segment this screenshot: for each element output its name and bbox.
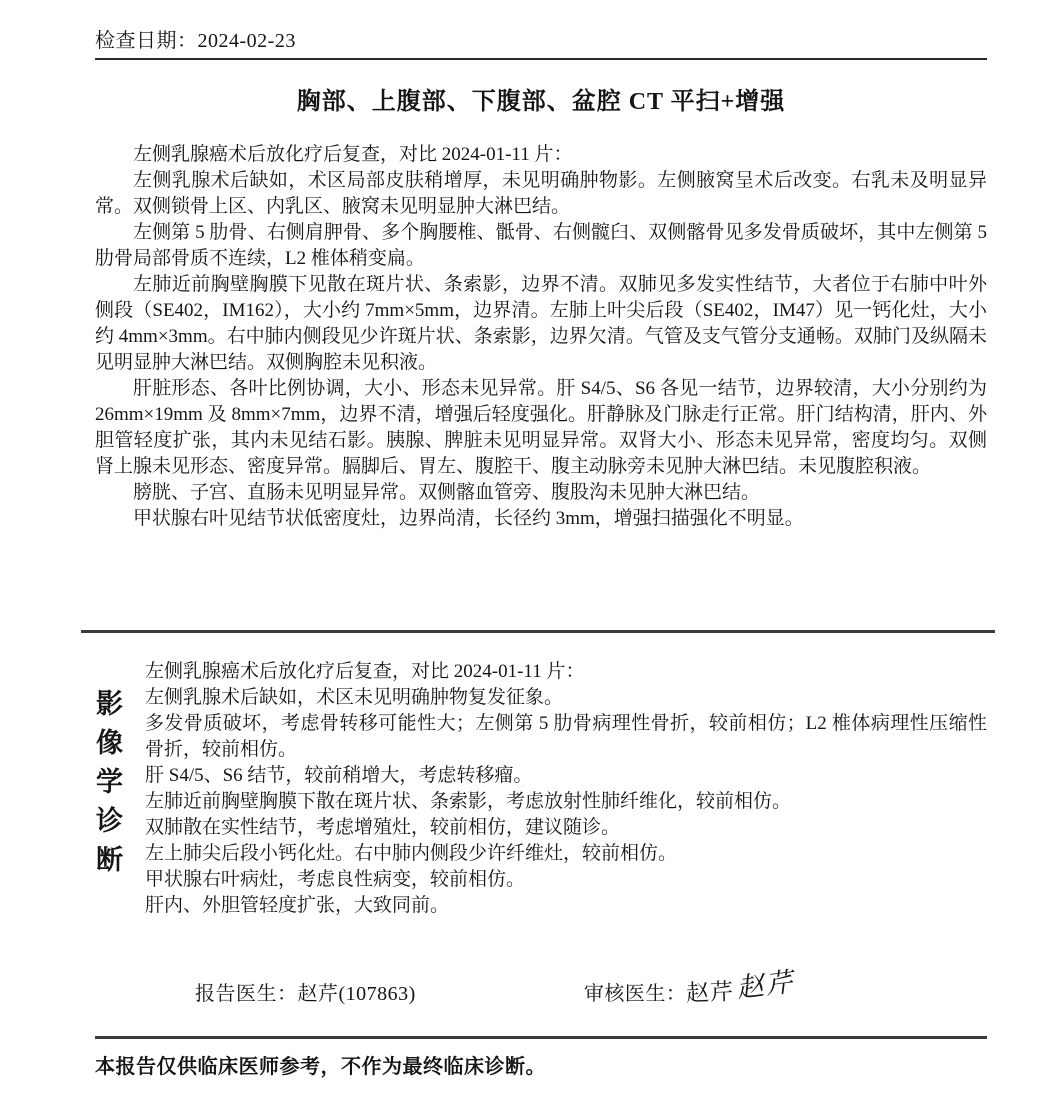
findings-paragraph: 左肺近前胸壁胸膜下见散在斑片状、条索影，边界不清。双肺见多发实性结节，大者位于右肺中叶外侧段（SE402，IM162），大小约 7mm×5mm，边界清。左肺上叶尖后段（SE402，IM47）见一钙化灶，大小约 4mm×3mm。右中肺内侧段见少许斑片状、条索影，边界欠清。气管及支气管分支通畅。双肺门及纵隔未见明显肿大淋巴结。双侧胸腔未见积液。 [95,274,987,373]
review-doctor-label: 审核医生： [583,983,687,1005]
findings-paragraph: 左侧乳腺癌术后放化疗后复查，对比 2024-01-11 片： [133,144,573,165]
diagnosis-vertical-label: 影像学诊断 [92,689,122,884]
diagnosis-section [92,659,987,921]
exam-date: 检查日期：2024-02-23 [95,30,296,52]
report-doctor [195,977,416,1006]
diagnosis-body [145,659,987,919]
review-doctor [583,966,797,1008]
diagnosis-items [145,711,987,919]
findings-paragraph: 肝脏形态、各叶比例协调，大小、形态未见异常。肝 S4/5、S6 各见一结节，边界较清，大小分别约为 26mm×19mm 及 8mm×7mm，边界不清，增强后轻度强化。肝静脉及门脉走行正常。肝门结构清，肝内、外胆管轻度扩张，其内未见结石影。胰腺、脾脏未见明显异常。双肾大小、形态未见异常，密度均匀。双侧肾上腺未见形态、密度异常。膈脚后、胃左、腹腔干、腹主动脉旁未见肿大淋巴结。未见腹腔积液。 [95,378,987,477]
footer-divider [95,1036,987,1039]
diagnosis-item: 双肺散在实性结节，考虑增殖灶，较前相仿，建议随诊。 [145,817,621,838]
diagnosis-item: 左上肺尖后段小钙化灶。右中肺内侧段少许纤维灶，较前相仿。 [145,843,678,864]
findings-section [95,142,987,532]
report-title: 胸部、上腹部、下腹部、盆腔 CT 平扫+增强 [296,89,786,115]
diagnosis-intro-line: 左侧乳腺癌术后放化疗后复查，对比 2024-01-11 片： [145,661,585,682]
diagnosis-item: 左肺近前胸壁胸膜下散在斑片状、条索影，考虑放射性肺纤维化，较前相仿。 [145,791,792,812]
diagnosis-item: 甲状腺右叶病灶，考虑良性病变，较前相仿。 [145,869,526,890]
findings-paragraph: 甲状腺右叶见结节状低密度灶，边界尚清，长径约 3mm，增强扫描强化不明显。 [133,508,804,529]
report-doctor-name: 赵芹(107863) [297,983,416,1005]
findings-paragraph: 左侧第 5 肋骨、右侧肩胛骨、多个胸腰椎、骶骨、右侧髋臼、双侧髂骨见多发骨质破坏，其中左侧第 5 肋骨局部骨质不连续，L2 椎体稍变扁。 [95,222,987,269]
diagnosis-item: 多发骨质破坏，考虑骨转移可能性大；左侧第 5 肋骨病理性骨折，较前相仿；L2 椎体病理性压缩性骨折，较前相仿。 [145,713,987,760]
findings-paragraph: 膀胱、子宫、直肠未见明显异常。双侧髂血管旁、腹股沟未见肿大淋巴结。 [133,482,761,503]
findings-paragraph: 左侧乳腺术后缺如，术区局部皮肤稍增厚，未见明确肿物影。左侧腋窝呈术后改变。右乳未及明显异常。双侧锁骨上区、内乳区、腋窝未见明显肿大淋巴结。 [95,170,987,217]
diagnosis-intro-line: 左侧乳腺术后缺如，术区未见明确肿物复发征象。 [145,687,564,708]
header-divider [95,58,987,60]
disclaimer-text: 本报告仅供临床医师参考，不作为最终临床诊断。 [95,1056,546,1078]
report-header [95,24,987,60]
signature-row [95,966,987,1008]
report-doctor-label: 报告医生： [195,983,298,1005]
report-footer [95,1036,987,1079]
review-doctor-name: 赵芹 [685,979,735,1006]
diagnosis-item: 肝内、外胆管轻度扩张，大致同前。 [145,895,450,916]
diagnosis-item: 肝 S4/5、S6 结节，较前稍增大，考虑转移瘤。 [145,765,533,786]
diagnosis-intro [145,659,987,711]
review-doctor-signature: 赵芹 [735,966,797,1004]
section-divider [81,630,995,633]
